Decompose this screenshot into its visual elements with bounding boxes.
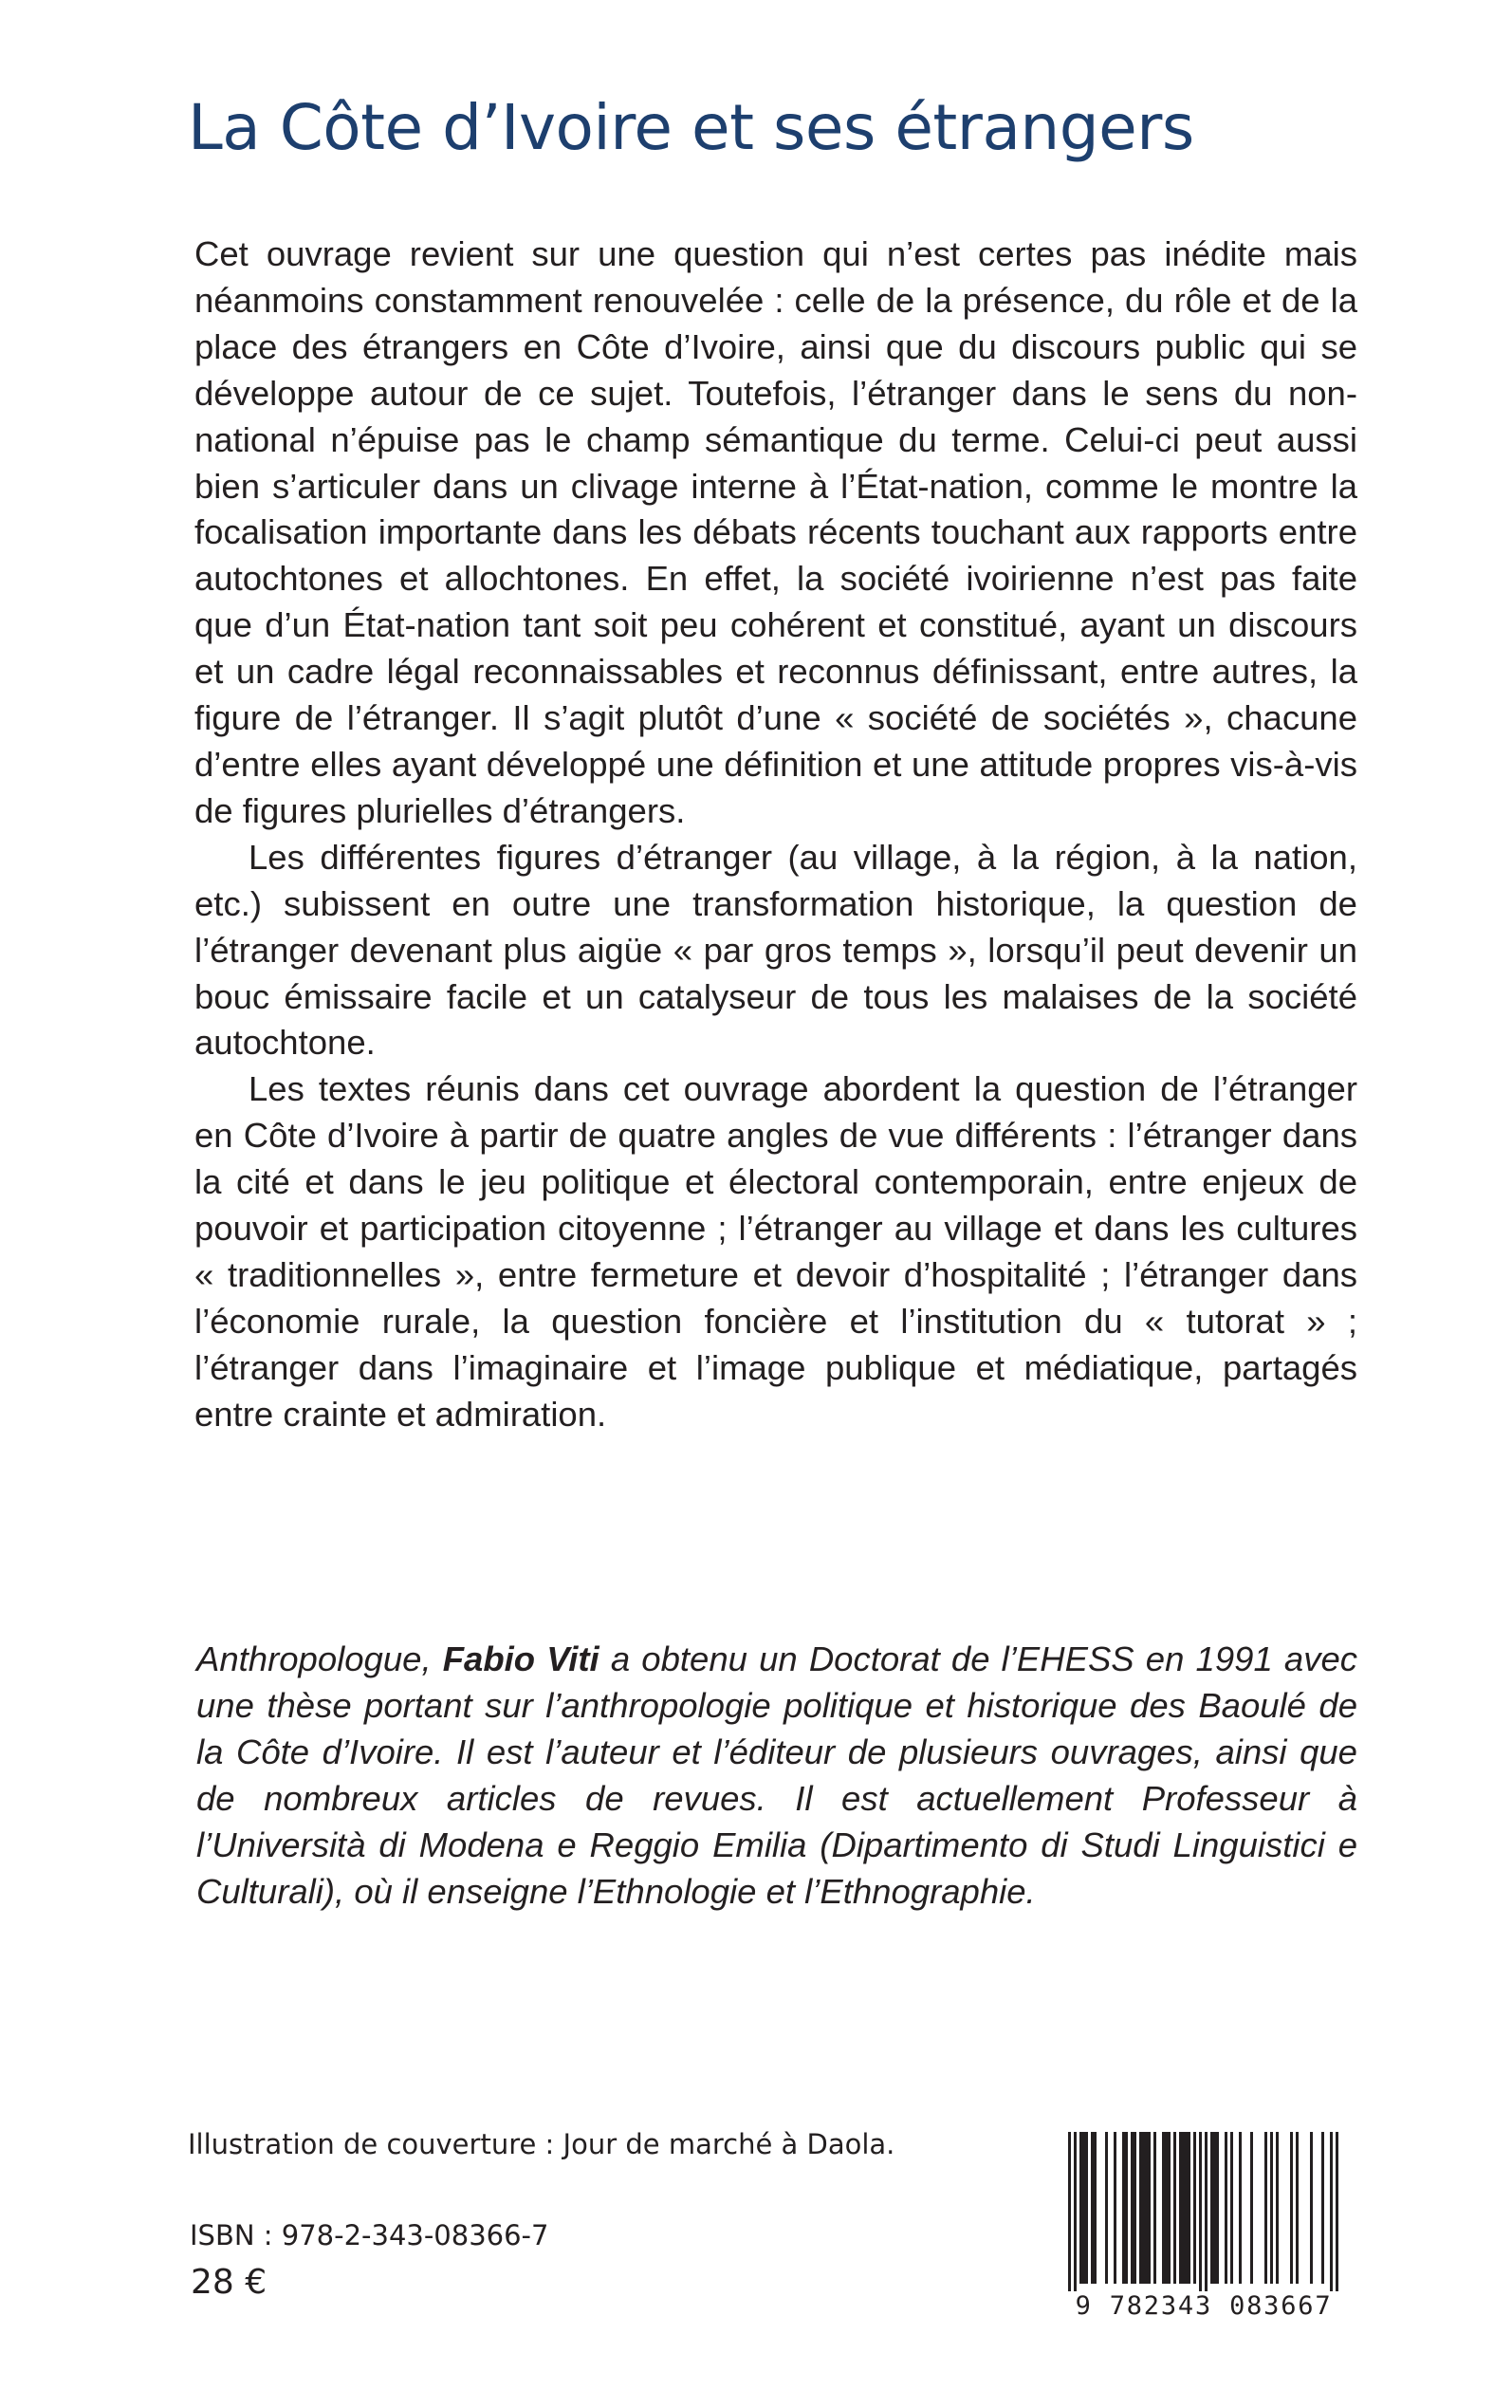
barcode-bar xyxy=(1085,2132,1088,2284)
author-bio-text: a obtenu un Doctorat de l’EHESS en 1991 avec une thèse portant sur l’anthropologie politique et historique des Baoulé de la Côte d’Ivoire. Il est l’auteur et l’éditeur de plusieurs ouvrages, ainsi que de nombreux articles de revues. Il est actuellement Professeur à l’Università di Modena e Reggio Emilia (Dipartimento di Studi Linguistici e Culturali), où il enseigne l’Ethnologie et l’Ethnographie. xyxy=(196,1639,1357,1911)
barcode-bar xyxy=(1131,2132,1134,2284)
summary-paragraph: Cet ouvrage revient sur une question qui n’est certes pas inédite mais néanmoins constamment renouvelée : celle de la présence, du rôle et de la place des étrangers en Côte d’Ivoire, ainsi que du discours public qui se développe autour de ce sujet. Toutefois, l’étranger dans le sens du non-national n’épuise pas le champ sémantique du terme. Celui-ci peut aussi bien s’articuler dans un clivage interne à l’État-nation, comme le montre la focalisation importante dans les débats récents touchant aux rapports entre autochtones et allochtones. En effet, la société ivoirienne n’est pas faite que d’un État-nation tant soit peu cohérent et constitué, ayant un discours et un cadre légal reconnaissables et reconnus définissant, entre autres, la figure de l’étranger. Il s’agit plutôt d’une « société de sociétés », chacune d’entre elles ayant développé une définition et une attitude propres vis-à-vis de figures plurielles d’étrangers. xyxy=(194,234,1357,830)
barcode-bar xyxy=(1205,2132,1208,2291)
barcode-bar xyxy=(1145,2132,1148,2284)
isbn: ISBN : 978-2-343-08366-7 xyxy=(190,2219,549,2251)
barcode-bar xyxy=(1330,2132,1333,2291)
barcode-bar xyxy=(1134,2132,1136,2284)
barcode-bar xyxy=(1148,2132,1151,2284)
summary-paragraph: Les différentes figures d’étranger (au village, à la région, à la nation, etc.) subissent en outre une transformation historique, la question de l’étranger devenant plus aigüe « par gros temps », lorsqu’il peut devenir un bouc émissaire facile et un catalyseur de tous les malaises de la société autochtone. xyxy=(194,837,1357,1063)
barcode-bar xyxy=(1182,2132,1185,2284)
barcode-bar xyxy=(1153,2132,1156,2284)
barcode-bar xyxy=(1142,2132,1145,2284)
barcode-bar xyxy=(1139,2132,1142,2284)
price: 28 € xyxy=(191,2263,267,2302)
barcode-bar xyxy=(1105,2132,1108,2284)
barcode-bar xyxy=(1185,2132,1188,2284)
barcode-bar xyxy=(1068,2132,1071,2291)
barcode-bar xyxy=(1179,2132,1182,2284)
barcode-bar xyxy=(1321,2132,1324,2284)
barcode-bar xyxy=(1216,2132,1219,2284)
barcode-bar xyxy=(1225,2132,1227,2284)
barcode-digits: 9 782343 083667 xyxy=(1075,2291,1333,2321)
barcode-bar xyxy=(1188,2132,1190,2284)
barcode-bar xyxy=(1193,2132,1196,2284)
author-bio xyxy=(196,1637,1357,1915)
barcode-bar xyxy=(1168,2132,1171,2284)
barcode-bar xyxy=(1310,2132,1313,2284)
summary-paragraph: Les textes réunis dans cet ouvrage abordent la question de l’étranger en Côte d’Ivoire à partir de quatre angles de vue différents : l’étranger dans la cité et dans le jeu politique et électoral contemporain, entre enjeux de pouvoir et participation citoyenne ; l’étranger au village et dans les cultures « traditionnelles », entre fermeture et devoir d’hospitalité ; l’étranger dans l’économie rurale, la question foncière et l’institution du « tutorat » ; l’étranger dans l’imaginaire et l’image publique et médiatique, partagés entre crainte et admiration. xyxy=(194,1069,1357,1434)
book-title: La Côte d’Ivoire et ses étrangers xyxy=(188,91,1194,164)
author-bio-intro: Anthropologue, xyxy=(196,1639,443,1678)
barcode-bar xyxy=(1250,2132,1253,2284)
barcode-bar xyxy=(1094,2132,1097,2284)
barcode-bar xyxy=(1336,2132,1338,2291)
barcode-bar xyxy=(1270,2132,1273,2284)
barcode-bar xyxy=(1276,2132,1279,2284)
barcode-bar xyxy=(1165,2132,1168,2284)
barcode-bar xyxy=(1290,2132,1293,2284)
book-summary xyxy=(194,232,1357,1438)
barcode-bar xyxy=(1074,2132,1077,2291)
barcode xyxy=(1062,2132,1345,2331)
barcode-bar xyxy=(1296,2132,1299,2284)
barcode-bar xyxy=(1162,2132,1165,2284)
barcode-bar xyxy=(1264,2132,1267,2284)
barcode-bar xyxy=(1114,2132,1116,2284)
barcode-bar xyxy=(1230,2132,1233,2284)
barcode-bar xyxy=(1082,2132,1085,2284)
barcode-bar xyxy=(1199,2132,1202,2291)
barcode-bar xyxy=(1173,2132,1176,2284)
illustration-credit: Illustration de couverture : Jour de marché à Daola. xyxy=(188,2128,895,2160)
barcode-bar xyxy=(1079,2132,1082,2284)
barcode-bar xyxy=(1122,2132,1125,2284)
barcode-bar xyxy=(1091,2132,1094,2284)
barcode-bar xyxy=(1213,2132,1216,2284)
author-name: Fabio Viti xyxy=(442,1639,599,1678)
barcode-bar xyxy=(1210,2132,1213,2284)
barcode-bar xyxy=(1125,2132,1128,2284)
barcode-bar xyxy=(1239,2132,1242,2284)
barcode-bars xyxy=(1062,2132,1345,2291)
